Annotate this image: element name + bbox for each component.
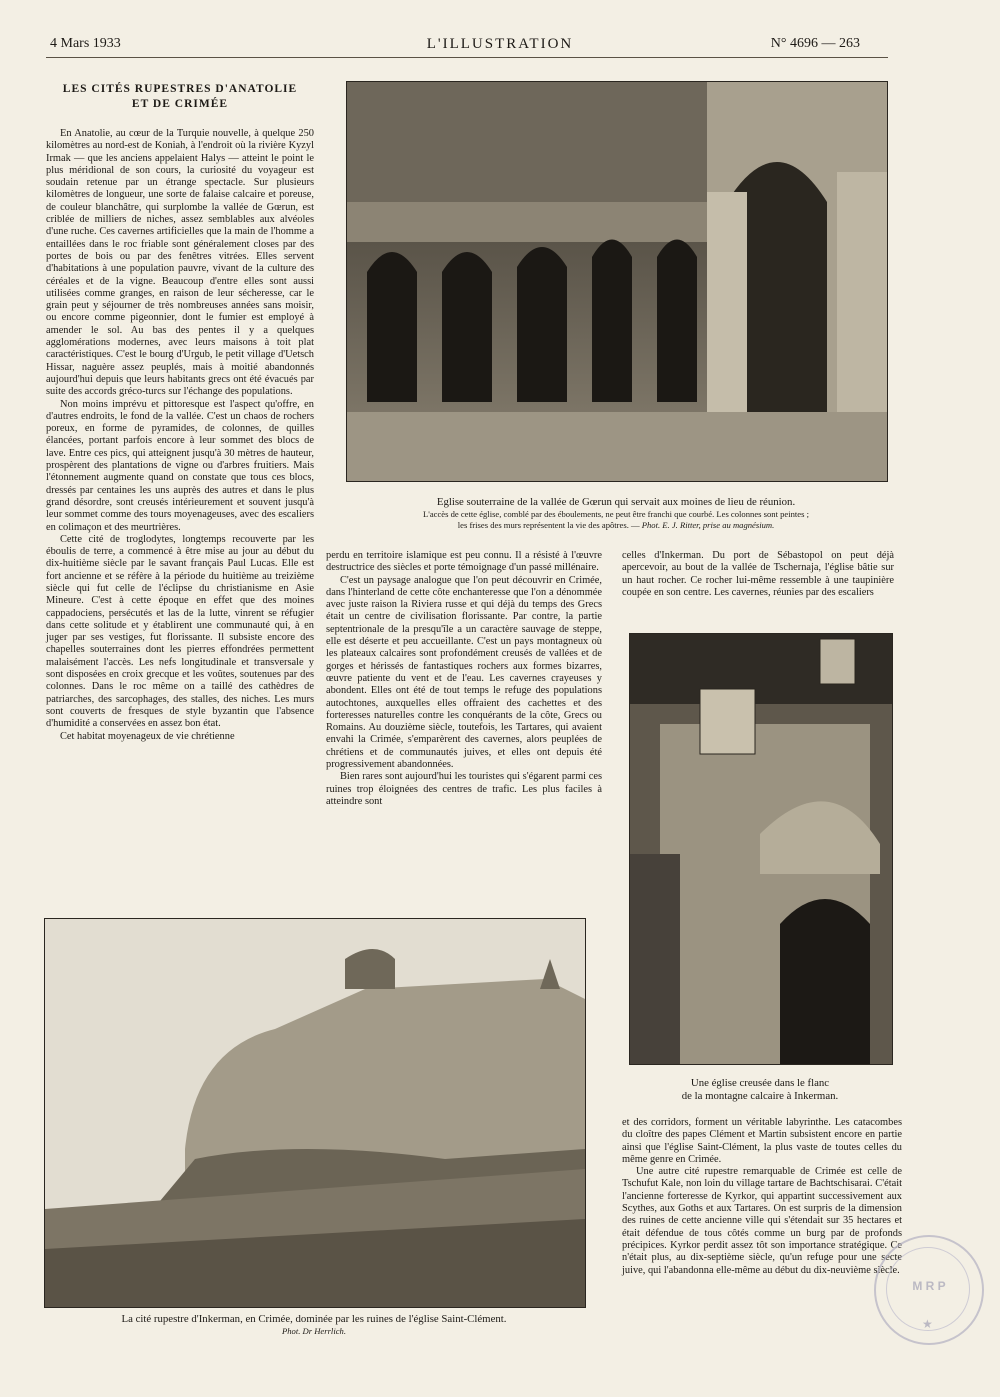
- photo-cave-church-inkerman: [629, 633, 893, 1065]
- paragraph: Cette cité de troglodytes, longtemps recouverte par les éboulis de terre, a commencé à être mise au jour au début du dix-huitième siècle par le savant français Paul Lucas. Elle est fort ancienne et se réfère à la période du huitième au treizième siècle qui fut celle de l'éclipse du christianisme en Asie Mineure. C'est à cette époque en effet que des moines cappadociens, persécutés et las de la lutte, vinrent se réfugier dans cette solitude et y établirent une communauté qui, à en juger par ses vestiges, fut florissante. Il subsiste encore des chapelles souterraines dont les pierres effondrées permettent malaisément l'accès. Les nefs longitudinale et transversale y sont disposées en croix grecque et les voûtes, soutenues par des colonnes. Dans le roc même on a taillé des cathèdres de patriarches, des sarcophages, des stalles, des niches. Les murs sont couverts de fresques de style byzantin que l'absence d'humidité a conservées en assez bon état.: [46, 533, 314, 730]
- caption-cave-church: [629, 1077, 891, 1103]
- paragraph: Bien rares sont aujourd'hui les touristes qui s'égarent parmi ces ruines trop éloignées des centres de trafic. Les plus faciles à atteindre sont: [326, 771, 602, 807]
- header-date: 4 Mars 1933: [50, 36, 121, 51]
- caption-underground-church: [346, 496, 886, 530]
- paragraph: En Anatolie, au cœur de la Turquie nouvelle, à quelque 250 kilomètres au nord-est de Koniah, à l'endroit où la rivière Kyzyl Irmak — que les anciens appelaient Halys — atteint le point le plus méridional de son cours, la curiosité du voyageur est soudain retenue par un étrange spectacle. Sur plusieurs kilomètres de longueur, une sorte de falaise calcaire et poreuse, de couleur blanchâtre, qui surplombe la vallée de Gœrun, est criblée de milliers de niches, assez semblables aux alvéoles d'une ruche. Ces cavernes artificielles que la main de l'homme a entaillées dans le roc friable sont généralement closes par des portes de bois ou par des fenêtres vitrées. Elles servent d'habitations à une population pauvre, vivant de la culture des céréales et de la vigne. Beaucoup d'entre elles sont aussi utilisées comme granges, en raison de leur sécheresse, car le grain peut y séjourner de très nombreuses années sans moisir, ou encore comme pigeonnier, dont le fumier est employé à amender le sol. Au bas des pentes il y a quelques agglomérations modernes, avec leurs maisons à toit plat caractéristiques. C'est le bourg d'Urgub, le petit village d'Uetsch Hissar, naguère assez peuplés, mais à moitié abandonnés aujourd'hui depuis que leurs habitants grecs ont été évacués par suite des accords gréco-turcs sur l'échange des populations.: [46, 128, 314, 398]
- paragraph: perdu en territoire islamique est peu connu. Il a résisté à l'œuvre destructrice des siècles et porte témoignage d'un passé millénaire.: [326, 550, 602, 574]
- caption-sub-line2: [346, 520, 886, 531]
- paragraph: Cet habitat moyenageux de vie chrétienne: [60, 730, 235, 742]
- caption-line2: de la montagne calcaire à Inkerman.: [681, 1090, 839, 1102]
- caption-inkerman-cliff: [44, 1313, 584, 1336]
- star-icon: ★: [922, 1317, 933, 1331]
- paragraph: celles d'Inkerman. Du port de Sébastopol on peut déjà apercevoir, au bout de la vallée de Tschernaja, l'église bâtie sur un haut rocher. Ce rocher lui-même ressemble à une taupinière coupée en son centre. Les cavernes, réunies par des escaliers: [622, 550, 894, 598]
- article-title: [44, 82, 316, 112]
- cave-church-image: [630, 634, 892, 1064]
- photo-inkerman-cliff: [44, 918, 586, 1308]
- text-column-4: [622, 1117, 902, 1277]
- photo-credit: Phot. E. J. Ritter, prise au magnésium.: [641, 519, 775, 530]
- caption-main: La cité rupestre d'Inkerman, en Crimée, dominée par les ruines de l'église Saint-Clément.: [121, 1313, 507, 1325]
- article-title-line1: LES CITÉS RUPESTRES D'ANATOLIE: [62, 83, 298, 95]
- inkerman-cliff-image: [45, 919, 585, 1307]
- text-column-2: [326, 550, 602, 808]
- paragraph: Une autre cité rupestre remarquable de Crimée est celle de Tschufut Kale, non loin du village tartare de Bachtschisarai. C'était l'ancienne forteresse de Kyrkor, qui appartint successivement aux Scythes, aux Goths et aux Tartares. On est surpris de la dimension des ruines de cette ancienne ville qui s'étendait sur 35 hectares et était défendue de tous côtés comme un burg par de profonds précipices. Kyrkor perdit assez tôt son importance stratégique. Ce n'était plus, au dix-septième siècle, qu'un refuge pour une secte juive, qui l'abandonna elle-même au début du dix-neuvième siècle.: [622, 1166, 902, 1276]
- photo-underground-church: [346, 81, 888, 482]
- stamp-text: M R P: [912, 1279, 946, 1293]
- paragraph: Non moins imprévu et pittoresque est l'aspect qu'offre, en d'autres endroits, le fond de la vallée. C'est un chaos de rochers poreux, en forme de pyramides, de colonnes, de quilles élancées, portant parfois encore à leur sommet des blocs de lave. Entre ces pics, qui atteignent jusqu'à 30 mètres de hauteur, prospèrent des plantations de vigne ou d'arbres fruitiers. Mais l'étonnement augmente quand on constate que tous ces blocs, dressés par centaines les uns auprès des autres et dans le plus grand désordre, sont creusés intérieurement et souvent jusqu'à leur sommet comme des tours moyenageuses, avec des escaliers en colimaçon et des meurtrières.: [46, 398, 314, 533]
- paragraph: C'est un paysage analogue que l'on peut découvrir en Crimée, dans l'hinterland de cette côte enchanteresse que l'on a dénommée avec juste raison la Riviera russe et qui déjà du temps des Grecs était un centre de civilisation florissante. Par contre, la partie septentrionale de la presqu'île a un caractère sauvage de steppe, elle est déserte et peu accueillante. C'est un pays montagneux où les plateaux calcaires sont profondément creusés de vallées et de gorges et hérissés de fantastiques rochers aux formes bizarres, œuvre patiente du vent et de l'eau. Les cavernes crayeuses y abondent. Elles ont été de tout temps le refuge des populations autochtones, auxquelles elles offraient des cachettes et des forteresses naturelles contre les conquérants de la côte, Grecs ou Romains. Au douzième siècle, toutefois, les Tartares, qui avaient envahi la Crimée, s'emparèrent des cavernes, alors peuplées de chrétiens et de communautés juives, et elles ont depuis été progressivement abandonnées.: [326, 574, 602, 771]
- underground-church-image: [347, 82, 887, 481]
- library-stamp: [874, 1235, 984, 1345]
- caption-main: Eglise souterraine de la vallée de Gœrun qui servait aux moines de lieu de réunion.: [436, 496, 796, 508]
- header-issue-number: N° 4696 — 263: [770, 36, 860, 51]
- photo-credit: Phot. Dr Herrlich.: [282, 1326, 346, 1336]
- text-column-3: [622, 550, 894, 599]
- article-title-line2: ET DE CRIMÉE: [131, 98, 229, 110]
- caption-line1: Une église creusée dans le flanc: [690, 1077, 830, 1089]
- caption-sub: les frises des murs représentent la vie des apôtres. —: [457, 519, 640, 530]
- header-rule: [46, 57, 888, 58]
- text-column-1: [46, 128, 314, 743]
- header-magazine-title: L'ILLUSTRATION: [426, 36, 574, 52]
- caption-sub: L'accès de cette église, comblé par des éboulements, ne peut être franchi que courbé. Les colonnes sont peintes ;: [423, 509, 809, 519]
- paragraph: et des corridors, forment un véritable labyrinthe. Les catacombes du cloître des papes Clément et Martin subsistent encore en partie ainsi que l'église Saint-Clément, la plus vaste de toutes celles du même genre en Crimée.: [622, 1117, 902, 1165]
